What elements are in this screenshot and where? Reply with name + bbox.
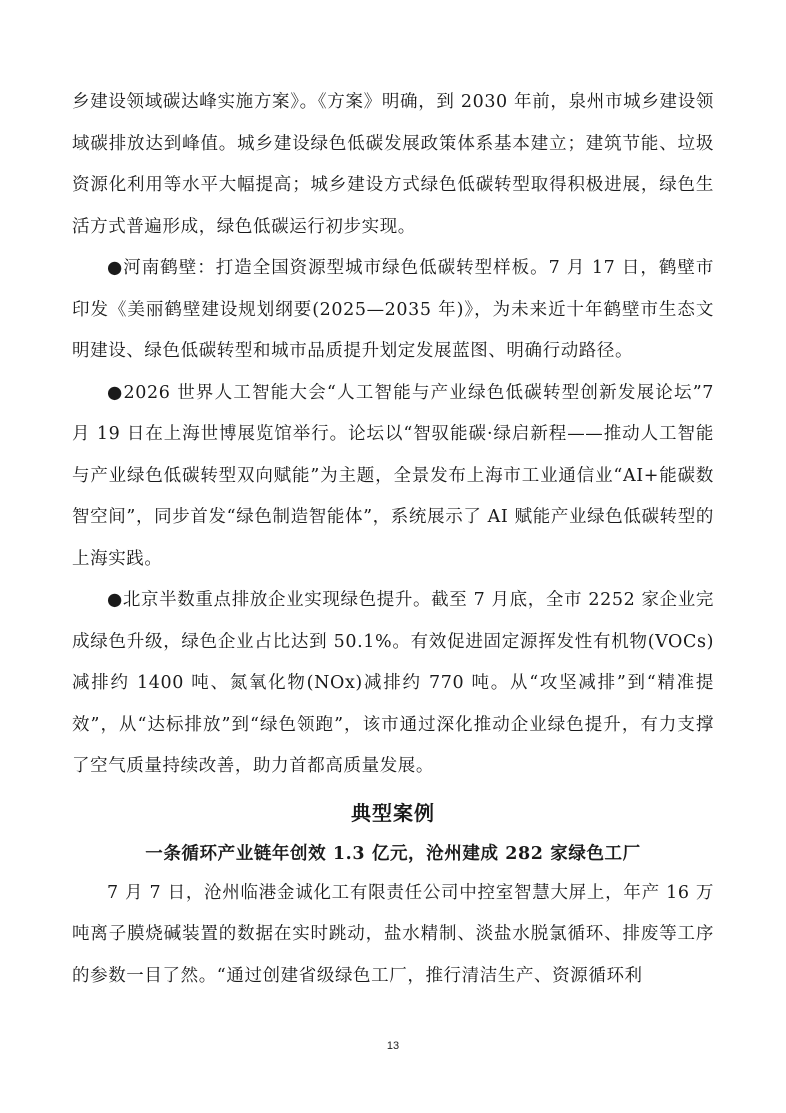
- page-number: 13: [386, 1040, 400, 1052]
- case-body: 7 月 7 日，沧州临港金诚化工有限责任公司中控室智慧大屏上，年产 16 万吨离子膜烧碱装置的数据在实时跳动，盐水精制、淡盐水脱氯循环、排废等工序的参数一目了然。“通过创建省级绿色工厂，推行清洁生产、资源循环利: [72, 882, 714, 986]
- case-title: 一条循环产业链年创效 1.3 亿元，沧州建成 282 家绿色工厂: [145, 843, 641, 864]
- paragraph-ai-conference: ●2026 世界人工智能大会“人工智能与产业绿色低碳转型创新发展论坛”7 月 19 日在上海世博展览馆举行。论坛以“智驭能碳·绿启新程——推动人工智能与产业绿色低碳转型双向赋能”为主题，全景发布上海市工业通信业“AI+能碳数智空间”，同步首发“绿色制造智能体”，系统展示了 AI 赋能产业绿色低碳转型的上海实践。: [72, 382, 714, 569]
- section-title: 典型案例: [351, 800, 435, 825]
- paragraph-quanzhou: 乡建设领域碳达峰实施方案》。《方案》明确，到 2030 年前，泉州市城乡建设领域碳排放达到峰值。城乡建设绿色低碳发展政策体系基本建立；建筑节能、垃圾资源化利用等水平大幅提高；城乡建设方式绿色低碳转型取得积极进展，绿色生活方式普遍形成，绿色低碳运行初步实现。: [72, 92, 714, 237]
- document-body: [72, 82, 714, 997]
- paragraph-beijing: ●北京半数重点排放企业实现绿色提升。截至 7 月底，全市 2252 家企业完成绿色升级，绿色企业占比达到 50.1%。有效促进固定源挥发性有机物(VOCs)减排约 1400 吨、氮氧化物(NOx)减排约 770 吨。从“攻坚减排”到“精准提效”，从“达标排放”到“绿色领跑”，该市通过深化推动企业绿色提升，有力支撑了空气质量持续改善，助力首都高质量发展。: [72, 590, 714, 776]
- paragraph-hebi: ●河南鹤壁：打造全国资源型城市绿色低碳转型样板。7 月 17 日，鹤壁市印发《美丽鹤壁建设规划纲要(2025—2035 年)》，为未来近十年鹤壁市生态文明建设、绿色低碳转型和城市品质提升划定发展蓝图、明确行动路径。: [72, 258, 714, 361]
